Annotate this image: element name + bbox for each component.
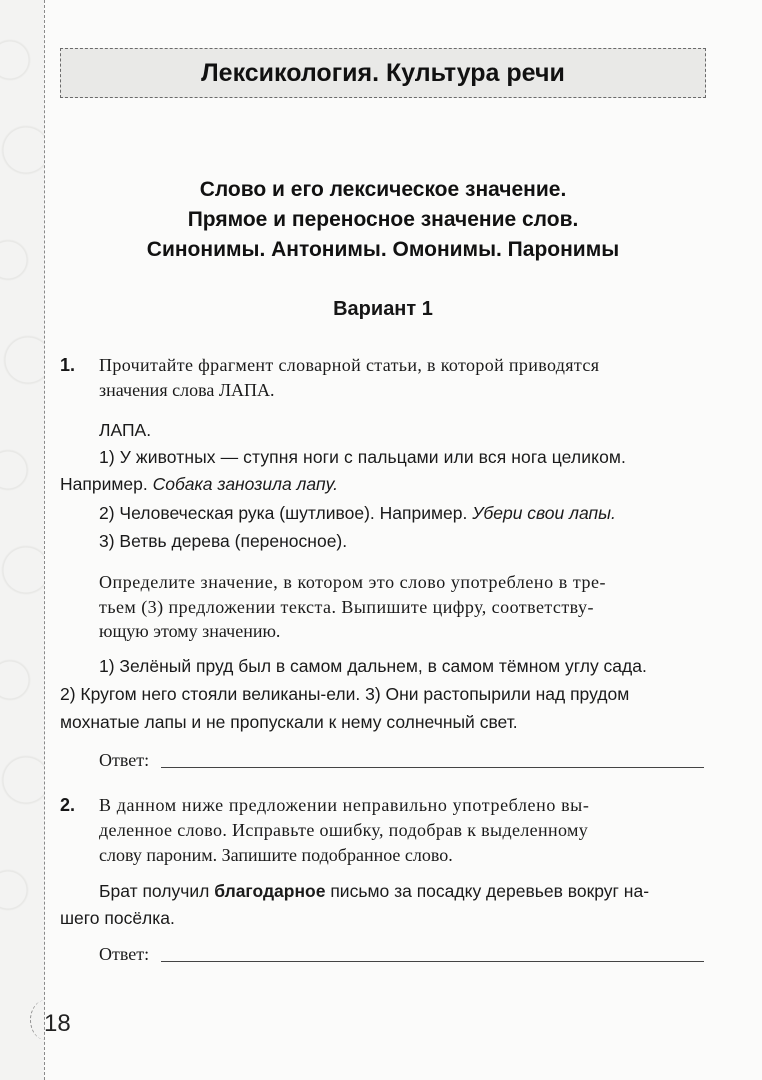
example-text: Собака занозила лапу.	[152, 474, 339, 494]
section-heading-line2: Прямое и переносное значение слов.	[187, 208, 579, 231]
task2-answer-line[interactable]	[161, 961, 704, 962]
task1-text-line1: 1) Зелёный пруд был в самом дальнем, в самом тёмном углу сада.	[99, 656, 647, 676]
task2-number: 2.	[60, 795, 76, 815]
definition2-example: Убери свои лапы.	[472, 503, 616, 523]
variant-title: Вариант 1	[333, 298, 433, 320]
example-prefix: Например.	[60, 474, 153, 494]
sentence-before: Брат получил	[99, 881, 215, 901]
task1-definition1: 1) У животных — ступня ноги с пальцами или вся нога целиком.	[99, 447, 626, 467]
highlighted-word: благодарное	[214, 881, 326, 901]
definition2-text: 2) Человеческая рука (шутливое). Например.	[99, 503, 473, 523]
task1-instruction-line1: Определите значение, в котором это слово употреблено в тре-	[99, 572, 607, 592]
task1-definition3: 3) Ветвь дерева (переносное).	[99, 531, 348, 551]
task1-answer-line[interactable]	[161, 767, 704, 768]
task2-prompt-line3: слову пароним. Запишите подобранное слово.	[99, 845, 453, 865]
task1-text-line2: 2) Кругом него стояли великаны-ели. 3) Они растопырили над прудом	[60, 684, 630, 704]
topic-banner	[60, 48, 706, 98]
task1-instruction-line2: тьем (3) предложении текста. Выпишите цифру, соответству-	[99, 597, 594, 617]
sentence-after: письмо за посадку деревьев вокруг на-	[325, 881, 650, 901]
task2-sentence-line1	[99, 881, 649, 902]
task1-headword: ЛАПА.	[99, 420, 152, 440]
task1-instruction-line3: ющую этому значению.	[99, 621, 281, 641]
section-heading-line3: Синонимы. Антонимы. Омонимы. Паронимы	[146, 238, 620, 261]
task2-prompt-line2: деленное слово. Исправьте ошибку, подобрав к выделенному	[99, 820, 589, 840]
task1-prompt-line2: значения слова ЛАПА.	[99, 380, 275, 400]
task1-definition2	[99, 503, 616, 524]
task2-prompt-line1: В данном ниже предложении неправильно употреблено вы-	[99, 795, 590, 815]
task1-prompt-line1: Прочитайте фрагмент словарной статьи, в которой приводятся	[99, 355, 600, 375]
section-heading-line1: Слово и его лексическое значение.	[199, 178, 567, 201]
task1-definition1-example	[60, 474, 338, 495]
task1-number: 1.	[60, 355, 76, 375]
topic-title: Лексикология. Культура речи	[201, 58, 565, 87]
task1-answer-label: Ответ:	[99, 750, 150, 770]
page-number: 18	[44, 1010, 71, 1037]
margin-dashed-line	[44, 0, 45, 1080]
decorative-ornament-border	[0, 0, 44, 1080]
task2-sentence-line2: шего посёлка.	[60, 908, 175, 928]
task2-answer-label: Ответ:	[99, 944, 150, 964]
task1-text-line3: мохнатые лапы и не пропускали к нему солнечный свет.	[60, 712, 518, 732]
